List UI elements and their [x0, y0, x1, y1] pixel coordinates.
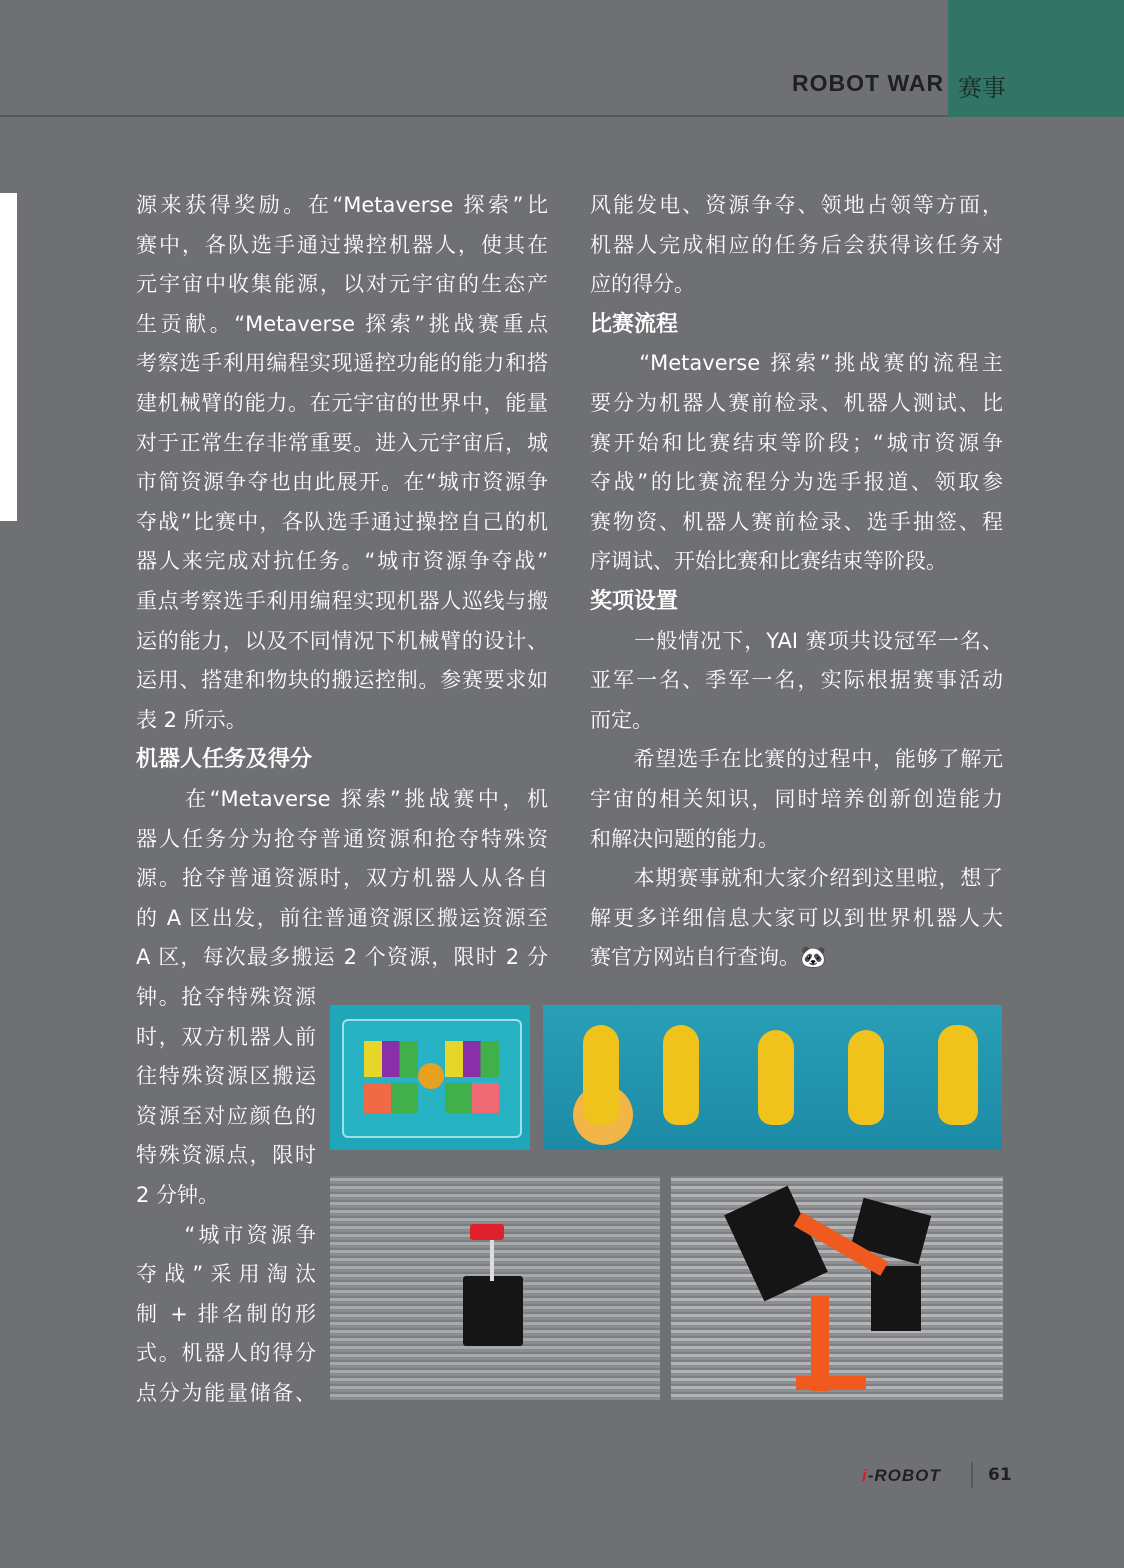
- text-line: 源来获得奖励。在“Metaverse 探索”比: [136, 193, 548, 217]
- text-line: 建机械臂的能力。在元宇宙的世界中，能量: [136, 390, 548, 415]
- text-line: 夺战”比赛中，各队选手通过操控自己的机: [136, 509, 548, 534]
- text-line: 赛开始和比赛结束等阶段；“城市资源争: [590, 430, 1003, 455]
- left-column: [136, 186, 548, 978]
- text-line: 器人来完成对抗任务。“城市资源争夺战”: [136, 549, 548, 574]
- section-title-en: ROBOT WAR: [792, 70, 945, 96]
- text-line: 一般情况下，YAI 赛项共设冠军一名、: [590, 628, 1003, 653]
- text-line: 制 + 排名制的形: [136, 1301, 316, 1326]
- text-line: 和解决问题的能力。: [590, 826, 779, 851]
- text-line: 机器人完成相应的任务后会获得该任务对: [590, 232, 1003, 257]
- text-line: 时，双方机器人前: [136, 1024, 316, 1049]
- text-line: 生贡献。“Metaverse 探索”挑战赛重点: [136, 311, 548, 336]
- magazine-logo: [862, 1466, 941, 1486]
- footer-divider: [971, 1462, 973, 1488]
- text-line: 赛官方网站自行查询。🐼: [590, 945, 827, 970]
- section-title-cn: 赛事: [958, 74, 1006, 102]
- text-line: “城市资源争: [136, 1222, 316, 1247]
- section-heading: 机器人任务及得分: [136, 747, 313, 773]
- text-line: 2 分钟。: [136, 1182, 220, 1207]
- photo-resource-blocks: [330, 1005, 530, 1150]
- text-line: 源。抢夺普通资源时，双方机器人从各自: [136, 866, 548, 891]
- side-bar-marker: [0, 193, 17, 521]
- text-line: 对于正常生存非常重要。进入元宇宙后，城: [136, 430, 548, 455]
- text-line: 的 A 区出发，前往普通资源区搬运资源至: [136, 905, 548, 930]
- text-line: 赛中，各队选手通过操控机器人，使其在: [136, 232, 548, 257]
- text-line: 式。机器人的得分: [136, 1341, 316, 1366]
- page-number: 61: [988, 1465, 1012, 1485]
- text-line: 点分为能量储备、: [136, 1380, 316, 1405]
- text-line: 序调试、开始比赛和比赛结束等阶段。: [590, 549, 947, 574]
- right-column: [590, 186, 1003, 978]
- text-line: 本期赛事就和大家介绍到这里啦，想了: [590, 866, 1003, 891]
- header-rule: [0, 115, 948, 117]
- left-narrow-column: [136, 978, 316, 1414]
- text-line: 往特殊资源区搬运: [136, 1064, 316, 1089]
- logo-i: i: [862, 1466, 868, 1485]
- text-line: 夺战”的比赛流程分为选手报道、领取参: [590, 470, 1003, 495]
- text-line: “Metaverse 探索”挑战赛的流程主: [590, 351, 1003, 376]
- text-line: 运用、搭建和物块的搬运控制。参赛要求如: [136, 668, 548, 693]
- text-line: 特殊资源点，限时: [136, 1143, 316, 1168]
- text-line: 解更多详细信息大家可以到世界机器人大: [590, 905, 1003, 930]
- section-heading: 比赛流程: [590, 311, 679, 337]
- text-line: 考察选手利用编程实现遥控功能的能力和搭: [136, 351, 548, 376]
- text-line: 夺战”采用淘汰: [136, 1262, 316, 1287]
- photo-yellow-pins: [543, 1005, 1002, 1150]
- text-line: 资源至对应颜色的: [136, 1103, 316, 1128]
- text-line: 赛物资、机器人赛前检录、选手抽签、程: [590, 509, 1003, 534]
- text-line: 希望选手在比赛的过程中，能够了解元: [590, 747, 1003, 772]
- logo-robot: -ROBOT: [867, 1466, 941, 1485]
- text-line: 重点考察选手利用编程实现机器人巡线与搬: [136, 588, 548, 613]
- text-line: 钟。抢夺特殊资源: [136, 985, 316, 1009]
- section-heading: 奖项设置: [590, 588, 679, 614]
- text-line: A 区，每次最多搬运 2 个资源，限时 2 分: [136, 945, 548, 970]
- text-line: 应的得分。: [590, 272, 695, 297]
- text-line: 元宇宙中收集能源，以对元宇宙的生态产: [136, 272, 548, 297]
- text-line: 宇宙的相关知识，同时培养创新创造能力: [590, 786, 1003, 811]
- text-line: 要分为机器人赛前检录、机器人测试、比: [590, 390, 1003, 415]
- text-line: 市简资源争夺也由此展开。在“城市资源争: [136, 470, 548, 495]
- text-line: 器人任务分为抢夺普通资源和抢夺特殊资: [136, 826, 548, 851]
- text-line: 风能发电、资源争夺、领地占领等方面，: [590, 193, 1003, 217]
- text-line: 在“Metaverse 探索”挑战赛中，机: [136, 786, 548, 811]
- text-line: 亚军一名、季军一名，实际根据赛事活动: [590, 668, 1003, 693]
- text-line: 而定。: [590, 707, 653, 732]
- text-line: 运的能力，以及不同情况下机械臂的设计、: [136, 628, 548, 653]
- photo-robot-arm: [671, 1176, 1003, 1400]
- text-line: 表 2 所示。: [136, 707, 247, 732]
- photo-flag-block: [330, 1176, 660, 1400]
